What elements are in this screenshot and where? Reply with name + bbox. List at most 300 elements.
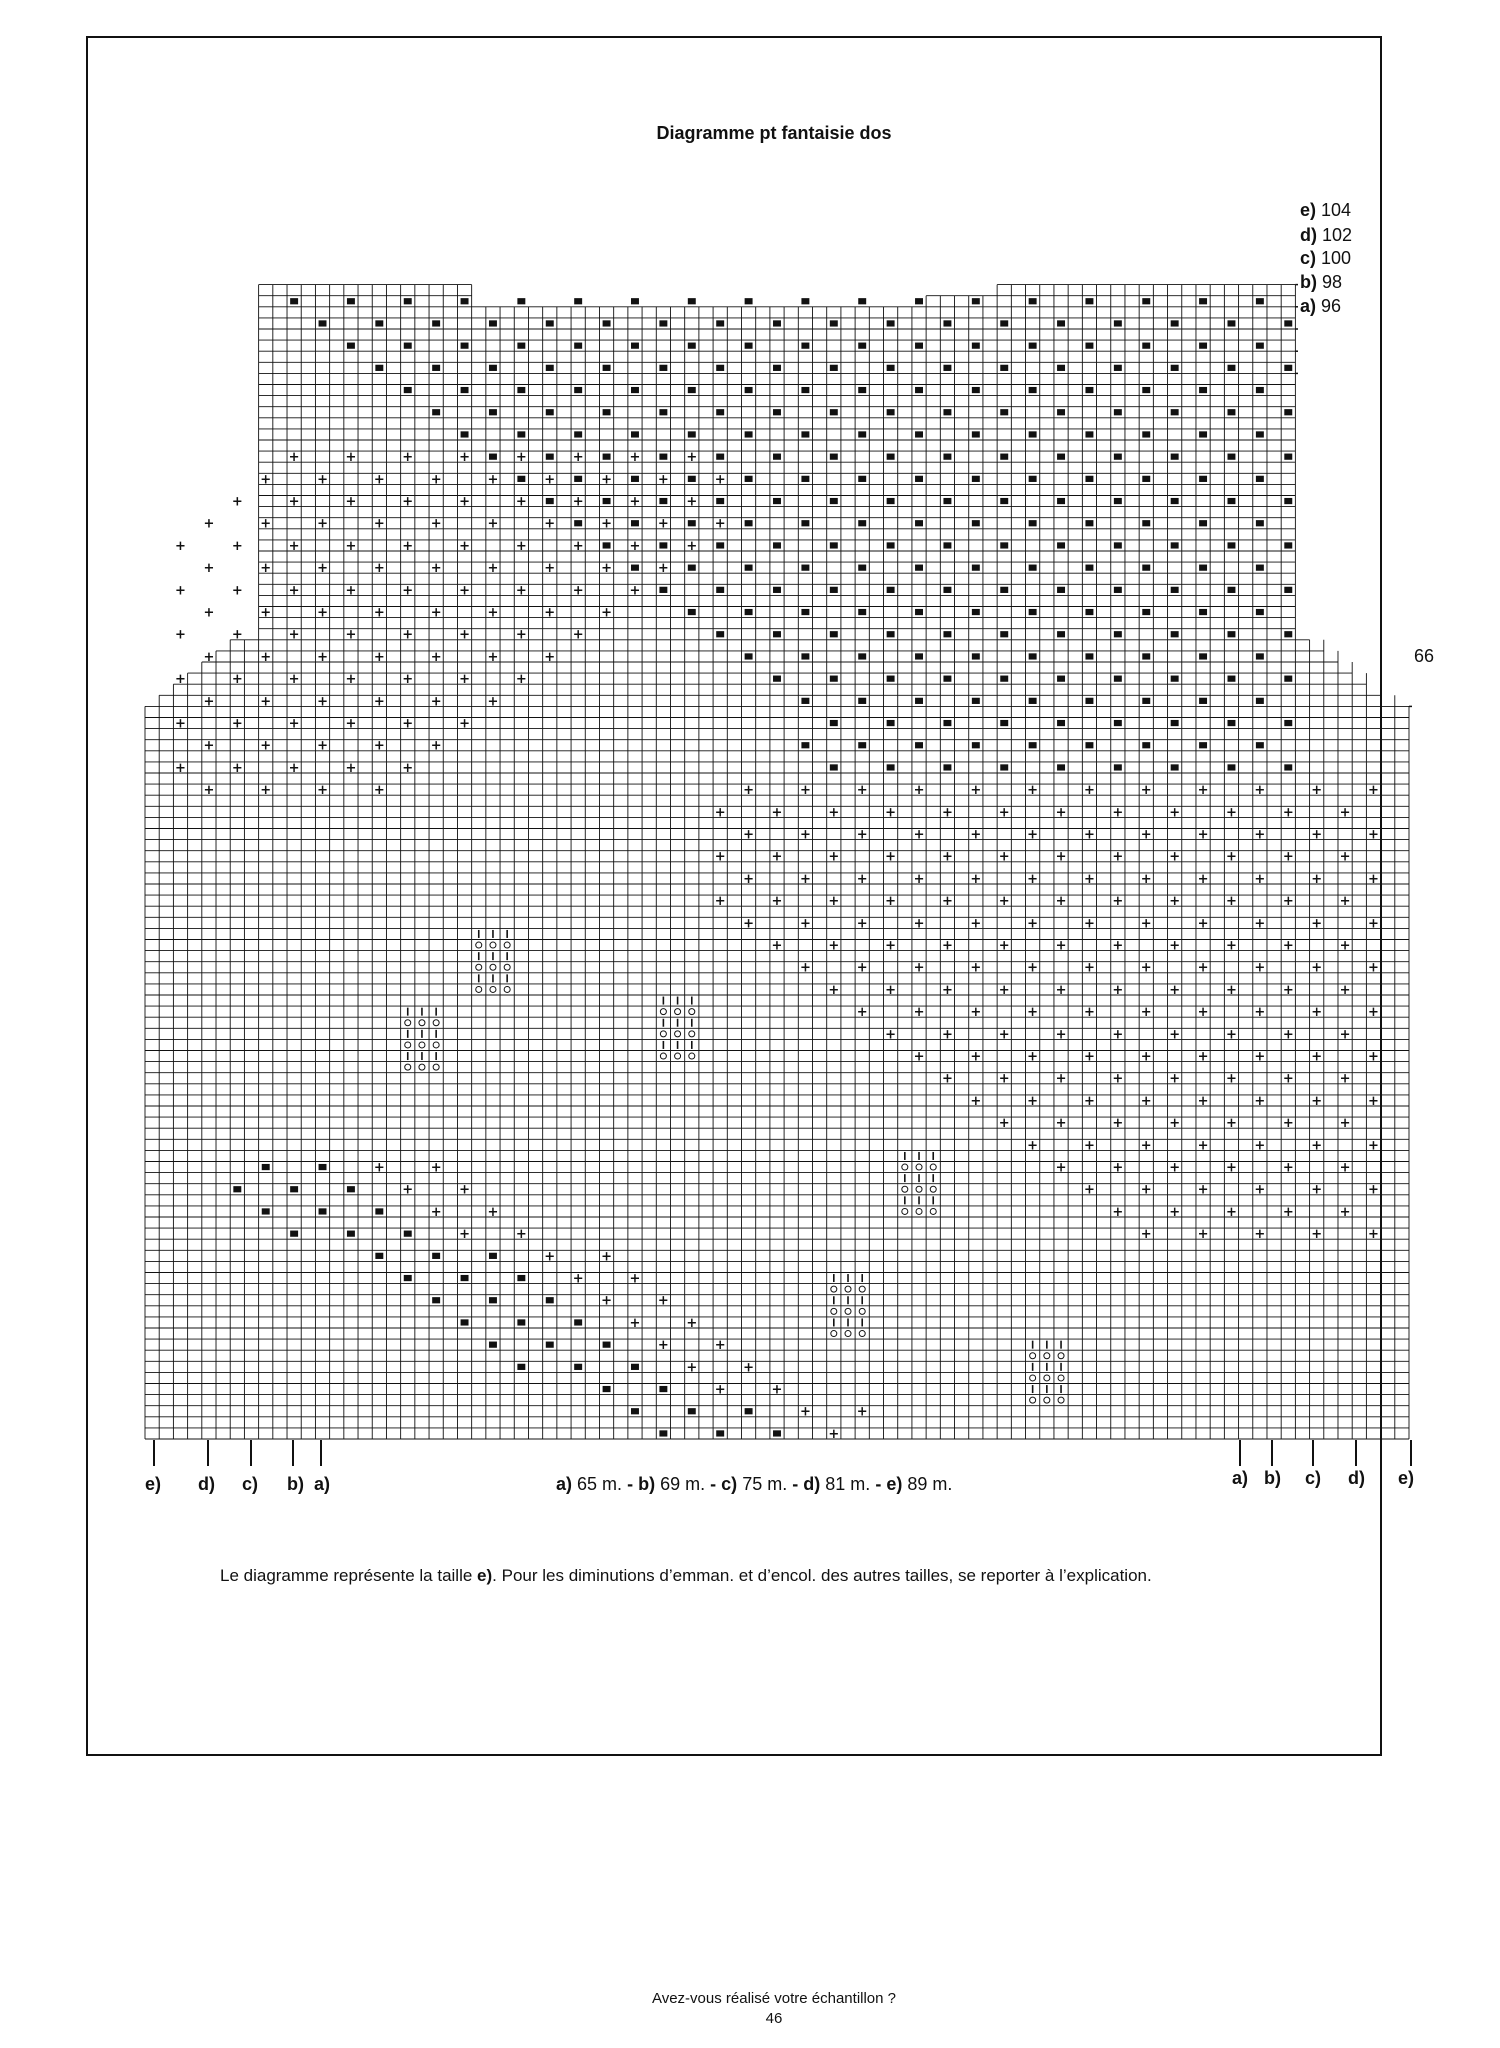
plus-symbol: +: [1169, 982, 1181, 998]
filled-square-symbol: [773, 587, 781, 593]
plus-symbol: +: [1311, 1093, 1323, 1109]
plus-symbol: +: [515, 538, 527, 554]
plus-symbol: +: [1083, 783, 1095, 799]
filled-square-symbol: [801, 343, 809, 349]
filled-square-symbol: [972, 565, 980, 571]
filled-square-symbol: [943, 764, 951, 770]
plus-symbol: +: [771, 1382, 783, 1398]
plus-symbol: +: [885, 849, 897, 865]
plus-symbol: +: [1140, 916, 1152, 932]
filled-square-symbol: [659, 320, 667, 326]
filled-square-symbol: [943, 320, 951, 326]
filled-square-symbol: [688, 565, 696, 571]
plus-symbol: +: [998, 805, 1010, 821]
filled-square-symbol: [716, 631, 724, 637]
filled-square-symbol: [972, 609, 980, 615]
filled-square-symbol: [688, 298, 696, 304]
filled-square-symbol: [1085, 431, 1093, 437]
plus-symbol: +: [288, 627, 300, 643]
filled-square-symbol: [404, 343, 412, 349]
filled-square-symbol: [347, 298, 355, 304]
filled-square-symbol: [688, 431, 696, 437]
filled-square-symbol: [858, 431, 866, 437]
plus-symbol: +: [1254, 871, 1266, 887]
filled-square-symbol: [745, 343, 753, 349]
filled-square-symbol: [631, 298, 639, 304]
filled-square-symbol: [972, 742, 980, 748]
plus-symbol: +: [373, 783, 385, 799]
filled-square-symbol: [1284, 676, 1292, 682]
filled-square-symbol: [801, 565, 809, 571]
plus-symbol: +: [1282, 1116, 1294, 1132]
plus-symbol: +: [373, 561, 385, 577]
filled-square-symbol: [1256, 520, 1264, 526]
filled-square-symbol: [1085, 520, 1093, 526]
filled-square-symbol: [1029, 431, 1037, 437]
plus-symbol: +: [430, 1160, 442, 1176]
filled-square-symbol: [517, 431, 525, 437]
plus-symbol: +: [487, 605, 499, 621]
filled-square-symbol: [858, 609, 866, 615]
filled-square-symbol: [1085, 476, 1093, 482]
plus-symbol: +: [885, 894, 897, 910]
filled-square-symbol: [347, 343, 355, 349]
filled-square-symbol: [546, 1342, 554, 1348]
filled-square-symbol: [603, 1386, 611, 1392]
filled-square-symbol: [1085, 387, 1093, 393]
plus-symbol: +: [941, 982, 953, 998]
plus-symbol: +: [828, 894, 840, 910]
filled-square-symbol: [631, 1408, 639, 1414]
filled-square-symbol: [1085, 343, 1093, 349]
filled-square-symbol: [915, 565, 923, 571]
plus-symbol: +: [1169, 1204, 1181, 1220]
filled-square-symbol: [517, 343, 525, 349]
filled-square-symbol: [659, 587, 667, 593]
filled-square-symbol: [1057, 764, 1065, 770]
plus-symbol: +: [1083, 1138, 1095, 1154]
plus-symbol: +: [1169, 1160, 1181, 1176]
plus-symbol: +: [714, 1338, 726, 1354]
plus-symbol: +: [686, 494, 698, 510]
filled-square-symbol: [1284, 365, 1292, 371]
filled-square-symbol: [489, 1342, 497, 1348]
plus-symbol: +: [1027, 1093, 1039, 1109]
filled-square-symbol: [1142, 298, 1150, 304]
plus-symbol: +: [1140, 783, 1152, 799]
plus-symbol: +: [686, 1360, 698, 1376]
plus-symbol: +: [941, 849, 953, 865]
filled-square-symbol: [1057, 587, 1065, 593]
filled-square-symbol: [1284, 498, 1292, 504]
filled-square-symbol: [461, 343, 469, 349]
plus-symbol: +: [402, 494, 414, 510]
plus-symbol: +: [260, 694, 272, 710]
filled-square-symbol: [1199, 698, 1207, 704]
filled-square-symbol: [1114, 720, 1122, 726]
plus-symbol: +: [345, 583, 357, 599]
filled-square-symbol: [887, 720, 895, 726]
filled-square-symbol: [574, 387, 582, 393]
plus-symbol: +: [1282, 1160, 1294, 1176]
filled-square-symbol: [631, 343, 639, 349]
chart-note: Le diagramme représente la taille e). Pour les diminutions d’emman. et d’encol. des autres tailles, se reporter à l’explication.: [220, 1566, 1152, 1585]
filled-square-symbol: [1114, 409, 1122, 415]
plus-symbol: +: [231, 627, 243, 643]
size-label-left-d: d): [198, 1474, 215, 1494]
size-label-right-e: e): [1398, 1468, 1415, 1488]
plus-symbol: +: [1339, 1027, 1351, 1043]
plus-symbol: +: [1197, 1227, 1209, 1243]
diagram-title: Diagramme pt fantaisie dos: [656, 123, 892, 143]
plus-symbol: +: [373, 738, 385, 754]
plus-symbol: +: [1112, 938, 1124, 954]
plus-symbol: +: [1339, 894, 1351, 910]
filled-square-symbol: [773, 498, 781, 504]
plus-symbol: +: [828, 1426, 840, 1442]
filled-square-symbol: [1256, 742, 1264, 748]
filled-square-symbol: [262, 1164, 270, 1170]
filled-square-symbol: [801, 387, 809, 393]
filled-square-symbol: [631, 565, 639, 571]
filled-square-symbol: [1284, 631, 1292, 637]
plus-symbol: +: [1027, 871, 1039, 887]
plus-symbol: +: [1197, 1093, 1209, 1109]
plus-symbol: +: [288, 672, 300, 688]
filled-square-symbol: [1171, 498, 1179, 504]
plus-symbol: +: [1140, 1093, 1152, 1109]
filled-square-symbol: [574, 476, 582, 482]
plus-symbol: +: [572, 627, 584, 643]
plus-symbol: +: [771, 938, 783, 954]
plus-symbol: +: [515, 1227, 527, 1243]
filled-square-symbol: [745, 1408, 753, 1414]
plus-symbol: +: [828, 849, 840, 865]
plus-symbol: +: [1112, 1027, 1124, 1043]
plus-symbol: +: [260, 472, 272, 488]
plus-symbol: +: [1083, 916, 1095, 932]
filled-square-symbol: [290, 298, 298, 304]
filled-square-symbol: [972, 298, 980, 304]
filled-square-symbol: [716, 365, 724, 371]
plus-symbol: +: [515, 494, 527, 510]
plus-symbol: +: [714, 894, 726, 910]
plus-symbol: +: [260, 561, 272, 577]
filled-square-symbol: [745, 387, 753, 393]
filled-square-symbol: [375, 320, 383, 326]
filled-square-symbol: [1199, 565, 1207, 571]
filled-square-symbol: [290, 1231, 298, 1237]
plus-symbol: +: [1197, 916, 1209, 932]
filled-square-symbol: [887, 587, 895, 593]
filled-square-symbol: [887, 676, 895, 682]
filled-square-symbol: [489, 320, 497, 326]
plus-symbol: +: [1339, 805, 1351, 821]
plus-symbol: +: [572, 583, 584, 599]
footer-question: Avez-vous réalisé votre échantillon ?: [651, 1990, 897, 2007]
plus-symbol: +: [1282, 849, 1294, 865]
plus-symbol: +: [1226, 894, 1237, 910]
filled-square-symbol: [830, 409, 838, 415]
plus-symbol: +: [828, 938, 840, 954]
filled-square-symbol: [1057, 676, 1065, 682]
plus-symbol: +: [1254, 827, 1266, 843]
plus-symbol: +: [601, 1293, 613, 1309]
filled-square-symbol: [603, 320, 611, 326]
plus-symbol: +: [1083, 960, 1095, 976]
plus-symbol: +: [288, 760, 300, 776]
plus-symbol: +: [799, 827, 811, 843]
filled-square-symbol: [773, 1430, 781, 1436]
filled-square-symbol: [1171, 542, 1179, 548]
plus-symbol: +: [1368, 1093, 1379, 1109]
plus-symbol: +: [1169, 894, 1181, 910]
plus-symbol: +: [1368, 1182, 1379, 1198]
filled-square-symbol: [517, 476, 525, 482]
filled-square-symbol: [1029, 565, 1037, 571]
filled-square-symbol: [1199, 387, 1207, 393]
plus-symbol: +: [1311, 783, 1323, 799]
plus-symbol: +: [203, 783, 215, 799]
filled-square-symbol: [1000, 365, 1008, 371]
plus-symbol: +: [288, 494, 300, 510]
filled-square-symbol: [943, 409, 951, 415]
plus-symbol: +: [345, 760, 357, 776]
plus-symbol: +: [1112, 849, 1124, 865]
filled-square-symbol: [830, 320, 838, 326]
filled-square-symbol: [574, 343, 582, 349]
plus-symbol: +: [459, 583, 471, 599]
plus-symbol: +: [288, 716, 300, 732]
filled-square-symbol: [1227, 631, 1235, 637]
filled-square-symbol: [943, 676, 951, 682]
size-label-right-c: c): [1305, 1468, 1322, 1488]
plus-symbol: +: [657, 516, 669, 532]
plus-symbol: +: [1197, 871, 1209, 887]
plus-symbol: +: [317, 649, 328, 665]
size-label-right-a: a): [1232, 1468, 1249, 1488]
plus-symbol: +: [373, 516, 385, 532]
filled-square-symbol: [574, 298, 582, 304]
filled-square-symbol: [631, 1364, 639, 1370]
plus-symbol: +: [856, 827, 868, 843]
plus-symbol: +: [1339, 1204, 1351, 1220]
plus-symbol: +: [1226, 938, 1237, 954]
filled-square-symbol: [1029, 609, 1037, 615]
plus-symbol: +: [799, 916, 811, 932]
plus-symbol: +: [941, 805, 953, 821]
filled-square-symbol: [1256, 653, 1264, 659]
plus-symbol: +: [686, 450, 698, 466]
filled-square-symbol: [1227, 764, 1235, 770]
plus-symbol: +: [459, 672, 471, 688]
filled-square-symbol: [546, 454, 554, 460]
plus-symbol: +: [1254, 916, 1266, 932]
filled-square-symbol: [773, 631, 781, 637]
filled-square-symbol: [1142, 520, 1150, 526]
plus-symbol: +: [1083, 1005, 1095, 1021]
filled-square-symbol: [546, 498, 554, 504]
plus-symbol: +: [459, 494, 471, 510]
filled-square-symbol: [1057, 498, 1065, 504]
filled-square-symbol: [1029, 298, 1037, 304]
plus-symbol: +: [913, 1049, 925, 1065]
filled-square-symbol: [688, 476, 696, 482]
filled-square-symbol: [1029, 343, 1037, 349]
filled-square-symbol: [830, 542, 838, 548]
filled-square-symbol: [347, 1186, 355, 1192]
plus-symbol: +: [175, 627, 186, 643]
stitch-count-line: a) 65 m. - b) 69 m. - c) 75 m. - d) 81 m. - e) 89 m.: [556, 1474, 953, 1494]
filled-square-symbol: [1057, 631, 1065, 637]
filled-square-symbol: [546, 365, 554, 371]
plus-symbol: +: [1226, 1116, 1237, 1132]
plus-symbol: +: [1226, 1160, 1237, 1176]
filled-square-symbol: [1000, 764, 1008, 770]
plus-symbol: +: [913, 827, 925, 843]
filled-square-symbol: [716, 320, 724, 326]
plus-symbol: +: [1368, 916, 1379, 932]
plus-symbol: +: [1169, 1027, 1181, 1043]
filled-square-symbol: [688, 520, 696, 526]
plus-symbol: +: [515, 583, 527, 599]
plus-symbol: +: [686, 1315, 698, 1331]
plus-symbol: +: [260, 516, 272, 532]
plus-symbol: +: [1282, 1027, 1294, 1043]
filled-square-symbol: [943, 454, 951, 460]
plus-symbol: +: [1311, 827, 1323, 843]
plus-symbol: +: [1169, 805, 1181, 821]
plus-symbol: +: [1311, 1182, 1323, 1198]
plus-symbol: +: [1169, 1071, 1181, 1087]
plus-symbol: +: [544, 516, 556, 532]
plus-symbol: +: [175, 760, 186, 776]
filled-square-symbol: [1142, 431, 1150, 437]
plus-symbol: +: [1112, 1160, 1124, 1176]
plus-symbol: +: [288, 583, 300, 599]
plus-symbol: +: [998, 938, 1010, 954]
filled-square-symbol: [858, 565, 866, 571]
plus-symbol: +: [345, 450, 357, 466]
filled-square-symbol: [773, 365, 781, 371]
plus-symbol: +: [1226, 1071, 1237, 1087]
plus-symbol: +: [970, 916, 982, 932]
plus-symbol: +: [203, 605, 215, 621]
plus-symbol: +: [1254, 1049, 1266, 1065]
plus-symbol: +: [544, 649, 556, 665]
filled-square-symbol: [858, 476, 866, 482]
plus-symbol: +: [998, 849, 1010, 865]
plus-symbol: +: [430, 1204, 442, 1220]
filled-square-symbol: [1227, 365, 1235, 371]
plus-symbol: +: [913, 916, 925, 932]
filled-square-symbol: [1227, 498, 1235, 504]
plus-symbol: +: [231, 672, 243, 688]
plus-symbol: +: [1226, 982, 1237, 998]
filled-square-symbol: [1114, 587, 1122, 593]
filled-square-symbol: [1057, 409, 1065, 415]
plus-symbol: +: [260, 605, 272, 621]
plus-symbol: +: [1197, 1182, 1209, 1198]
plus-symbol: +: [1254, 1005, 1266, 1021]
plus-symbol: +: [629, 583, 641, 599]
filled-square-symbol: [1000, 587, 1008, 593]
filled-square-symbol: [347, 1231, 355, 1237]
filled-square-symbol: [1142, 609, 1150, 615]
size-label-left-a: a): [314, 1474, 331, 1494]
filled-square-symbol: [915, 298, 923, 304]
row-label-e: e) 104: [1300, 200, 1352, 220]
filled-square-symbol: [915, 609, 923, 615]
filled-square-symbol: [659, 542, 667, 548]
plus-symbol: +: [1282, 1071, 1294, 1087]
filled-square-symbol: [262, 1208, 270, 1214]
plus-symbol: +: [203, 561, 215, 577]
filled-square-symbol: [1171, 454, 1179, 460]
plus-symbol: +: [1368, 1227, 1379, 1243]
filled-square-symbol: [1114, 676, 1122, 682]
filled-square-symbol: [432, 409, 440, 415]
filled-square-symbol: [915, 476, 923, 482]
plus-symbol: +: [317, 694, 328, 710]
filled-square-symbol: [745, 520, 753, 526]
plus-symbol: +: [1197, 1049, 1209, 1065]
filled-square-symbol: [1000, 498, 1008, 504]
plus-symbol: +: [544, 561, 556, 577]
filled-square-symbol: [1142, 653, 1150, 659]
filled-square-symbol: [887, 365, 895, 371]
filled-square-symbol: [745, 609, 753, 615]
filled-square-symbol: [1000, 454, 1008, 460]
plus-symbol: +: [1311, 960, 1323, 976]
filled-square-symbol: [659, 409, 667, 415]
filled-square-symbol: [659, 454, 667, 460]
size-label-left-b: b): [287, 1474, 304, 1494]
filled-square-symbol: [1085, 742, 1093, 748]
plus-symbol: +: [402, 450, 414, 466]
filled-square-symbol: [1256, 343, 1264, 349]
plus-symbol: +: [1140, 1138, 1152, 1154]
filled-square-symbol: [858, 698, 866, 704]
plus-symbol: +: [1368, 783, 1379, 799]
plus-symbol: +: [1254, 1138, 1266, 1154]
plus-symbol: +: [430, 738, 442, 754]
plus-symbol: +: [941, 1071, 953, 1087]
plus-symbol: +: [941, 1027, 953, 1043]
filled-square-symbol: [1256, 609, 1264, 615]
filled-square-symbol: [1256, 298, 1264, 304]
filled-square-symbol: [858, 653, 866, 659]
plus-symbol: +: [1083, 1049, 1095, 1065]
plus-symbol: +: [1169, 849, 1181, 865]
plus-symbol: +: [1027, 1138, 1039, 1154]
filled-square-symbol: [1029, 387, 1037, 393]
plus-symbol: +: [345, 627, 357, 643]
plus-symbol: +: [1112, 894, 1124, 910]
plus-symbol: +: [743, 871, 755, 887]
filled-square-symbol: [603, 542, 611, 548]
plus-symbol: +: [231, 538, 243, 554]
plus-symbol: +: [1140, 1227, 1152, 1243]
filled-square-symbol: [1284, 764, 1292, 770]
filled-square-symbol: [1199, 343, 1207, 349]
filled-square-symbol: [1227, 542, 1235, 548]
filled-square-symbol: [801, 698, 809, 704]
plus-symbol: +: [1083, 827, 1095, 843]
plus-symbol: +: [657, 1338, 669, 1354]
plus-symbol: +: [998, 1071, 1010, 1087]
plus-symbol: +: [317, 561, 328, 577]
